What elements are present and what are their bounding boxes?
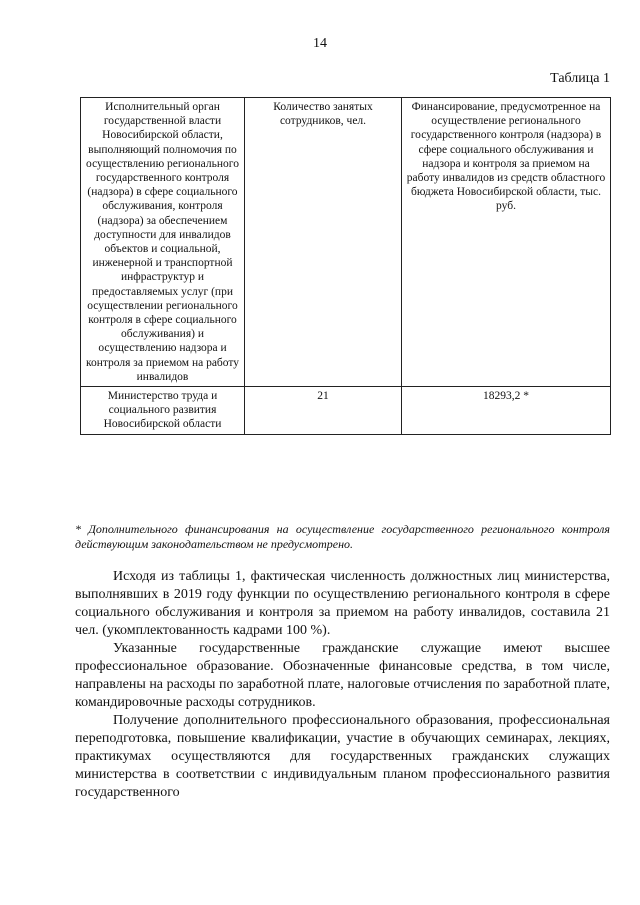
- page-number: 14: [313, 36, 327, 51]
- body-text: [75, 568, 610, 802]
- cell-authority: Министерство труда и социального развития Новосибирской области: [81, 387, 245, 435]
- cell-staff-count: 21: [245, 387, 402, 435]
- table-footnote: * Дополнительного финансирования на осуществление государственного регионального контроля действующим законодательством не предусмотрено.: [75, 522, 610, 551]
- staffing-table: [80, 97, 611, 435]
- paragraph: Получение дополнительного профессионального образования, профессиональная переподготовка, повышение квалификации, участие в обучающих семинарах, лекциях, практикумах осуществляются для государственных гражданских служащих министерства в соответствии с индивидуальным планом профессионального развития государственного: [75, 713, 610, 800]
- header-funding: Финансирование, предусмотренное на осуществление регионального государственного контроля (надзора) в сфере социального обслуживания и надзора и контроля за приемом на работу инвалидов из средств областного бюджета Новосибирской области, тыс. руб.: [402, 98, 611, 387]
- table-header-row: [81, 98, 611, 387]
- table-row: [81, 387, 611, 435]
- header-authority: Исполнительный орган государственной власти Новосибирской области, выполняющий полномочия по осуществлению регионального государственного контроля (надзора) в сфере социального обслуживания, контроля (надзора) за обеспечением доступности для инвалидов объектов и социальной, инженерной и транспортной инфраструктур и предоставляемых услуг (при осуществлении регионального контроля в сфере социального обслуживания) и осуществлению надзора и контроля за приемом на работу инвалидов: [81, 98, 245, 387]
- cell-funding: 18293,2 *: [402, 387, 611, 435]
- header-staff-count: Количество занятых сотрудников, чел.: [245, 98, 402, 387]
- table-label: Таблица 1: [550, 71, 610, 86]
- paragraph: Указанные государственные гражданские служащие имеют высшее профессиональное образование. Обозначенные финансовые средства, в том числе, направлены на расходы по заработной плате, налоговые отчисления по заработной плате, командировочные расходы сотрудников.: [75, 641, 610, 710]
- paragraph: Исходя из таблицы 1, фактическая численность должностных лиц министерства, выполнявших в 2019 году функции по осуществлению регионального контроля в сфере социального обслуживания и контроля за приемом на работу инвалидов, составила 21 чел. (укомплектованность кадрами 100 %).: [75, 569, 610, 638]
